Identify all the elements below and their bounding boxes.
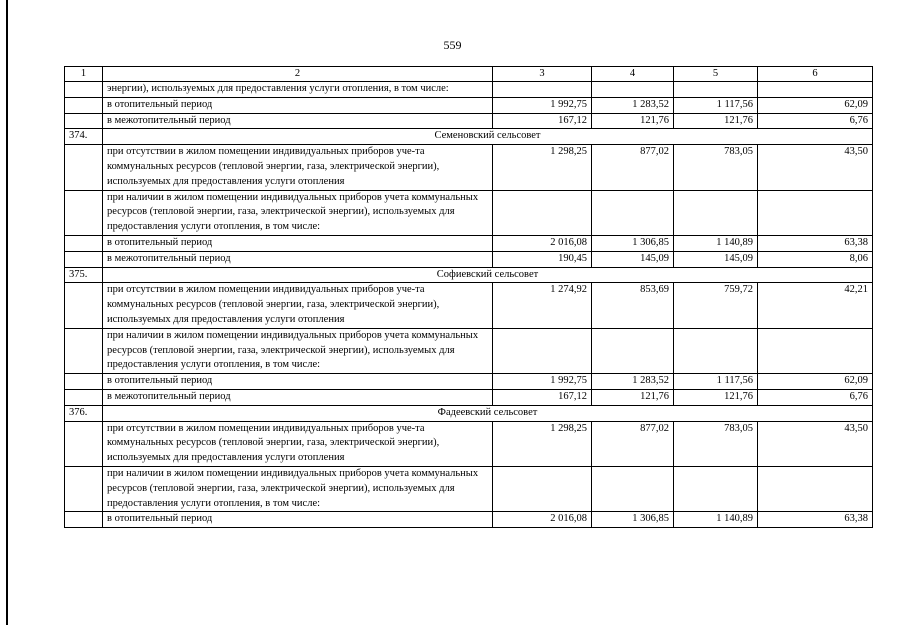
value-cell: 1 298,25 — [493, 145, 592, 190]
description-cell: в отопительный период — [103, 512, 493, 528]
value-cell — [758, 466, 873, 511]
table-row — [65, 374, 873, 390]
value-cell: 121,76 — [674, 389, 758, 405]
value-cell: 2 016,08 — [493, 512, 592, 528]
description-cell: в отопительный период — [103, 374, 493, 390]
value-cell: 1 140,89 — [674, 235, 758, 251]
value-cell: 759,72 — [674, 283, 758, 328]
value-cell — [592, 466, 674, 511]
table-row — [65, 251, 873, 267]
value-cell: 121,76 — [592, 389, 674, 405]
section-title: Фадеевский сельсовет — [103, 405, 873, 421]
value-cell — [493, 466, 592, 511]
description-cell: при отсутствии в жилом помещении индивидуальных приборов уче-та коммунальных ресурсов (тепловой энергии, газа, электрической энергии), используемых для предоставления услуги отопления — [103, 145, 493, 190]
description-cell: в отопительный период — [103, 235, 493, 251]
value-cell — [493, 190, 592, 235]
value-cell — [758, 190, 873, 235]
header-row — [65, 67, 873, 82]
value-cell — [674, 82, 758, 98]
value-cell: 6,76 — [758, 113, 873, 129]
index-cell — [65, 190, 103, 235]
description-cell: в межотопительный период — [103, 251, 493, 267]
description-cell: в отопительный период — [103, 97, 493, 113]
value-cell — [493, 328, 592, 373]
value-cell: 1 992,75 — [493, 97, 592, 113]
table-row — [65, 113, 873, 129]
value-cell: 43,50 — [758, 421, 873, 466]
table-row — [65, 512, 873, 528]
table-row — [65, 389, 873, 405]
table-body — [65, 67, 873, 528]
value-cell — [674, 328, 758, 373]
description-cell: энергии), используемых для предоставления услуги отопления, в том числе: — [103, 82, 493, 98]
value-cell: 167,12 — [493, 113, 592, 129]
index-cell — [65, 512, 103, 528]
index-cell — [65, 97, 103, 113]
description-cell: при отсутствии в жилом помещении индивидуальных приборов уче-та коммунальных ресурсов (тепловой энергии, газа, электрической энергии), используемых для предоставления услуги отопления — [103, 421, 493, 466]
value-cell — [592, 82, 674, 98]
table-row — [65, 97, 873, 113]
value-cell: 783,05 — [674, 145, 758, 190]
value-cell — [592, 328, 674, 373]
value-cell: 145,09 — [674, 251, 758, 267]
table-row — [65, 328, 873, 373]
value-cell: 1 306,85 — [592, 235, 674, 251]
value-cell: 877,02 — [592, 421, 674, 466]
value-cell: 145,09 — [592, 251, 674, 267]
value-cell: 6,76 — [758, 389, 873, 405]
value-cell: 1 117,56 — [674, 97, 758, 113]
description-cell: при наличии в жилом помещении индивидуальных приборов учета коммунальных ресурсов (тепловой энергии, газа, электрической энергии), используемых для предоставления услуги отопления, в том числе: — [103, 466, 493, 511]
description-cell: при отсутствии в жилом помещении индивидуальных приборов уче-та коммунальных ресурсов (тепловой энергии, газа, электрической энергии), используемых для предоставления услуги отопления — [103, 283, 493, 328]
value-cell: 2 016,08 — [493, 235, 592, 251]
value-cell: 1 298,25 — [493, 421, 592, 466]
value-cell — [493, 82, 592, 98]
section-title: Софиевский сельсовет — [103, 267, 873, 283]
value-cell: 8,06 — [758, 251, 873, 267]
section-row — [65, 267, 873, 283]
value-cell: 63,38 — [758, 512, 873, 528]
value-cell: 1 306,85 — [592, 512, 674, 528]
value-cell — [758, 328, 873, 373]
section-number: 374. — [65, 129, 103, 145]
section-row — [65, 405, 873, 421]
value-cell: 121,76 — [592, 113, 674, 129]
value-cell: 63,38 — [758, 235, 873, 251]
value-cell: 783,05 — [674, 421, 758, 466]
column-header: 3 — [493, 67, 592, 82]
table-row — [65, 82, 873, 98]
value-cell: 1 117,56 — [674, 374, 758, 390]
value-cell: 62,09 — [758, 374, 873, 390]
column-header: 2 — [103, 67, 493, 82]
value-cell: 43,50 — [758, 145, 873, 190]
index-cell — [65, 389, 103, 405]
index-cell — [65, 466, 103, 511]
value-cell: 1 274,92 — [493, 283, 592, 328]
index-cell — [65, 283, 103, 328]
section-row — [65, 129, 873, 145]
description-cell: при наличии в жилом помещении индивидуальных приборов учета коммунальных ресурсов (тепловой энергии, газа, электрической энергии), используемых для предоставления услуги отопления, в том числе: — [103, 328, 493, 373]
value-cell: 167,12 — [493, 389, 592, 405]
column-header: 6 — [758, 67, 873, 82]
section-title: Семеновский сельсовет — [103, 129, 873, 145]
section-number: 376. — [65, 405, 103, 421]
page-number: 559 — [443, 38, 462, 52]
value-cell: 877,02 — [592, 145, 674, 190]
index-cell — [65, 374, 103, 390]
tariff-table — [64, 66, 873, 528]
value-cell: 1 283,52 — [592, 374, 674, 390]
index-cell — [65, 113, 103, 129]
description-cell: при наличии в жилом помещении индивидуальных приборов учета коммунальных ресурсов (тепловой энергии, газа, электрической энергии), используемых для предоставления услуги отопления, в том числе: — [103, 190, 493, 235]
table-row — [65, 283, 873, 328]
table-row — [65, 466, 873, 511]
table-row — [65, 145, 873, 190]
index-cell — [65, 421, 103, 466]
index-cell — [65, 235, 103, 251]
description-cell: в межотопительный период — [103, 113, 493, 129]
index-cell — [65, 328, 103, 373]
value-cell: 853,69 — [592, 283, 674, 328]
value-cell: 121,76 — [674, 113, 758, 129]
value-cell — [758, 82, 873, 98]
index-cell — [65, 82, 103, 98]
value-cell: 1 140,89 — [674, 512, 758, 528]
index-cell — [65, 251, 103, 267]
column-header: 1 — [65, 67, 103, 82]
column-header: 5 — [674, 67, 758, 82]
left-margin-bar — [6, 0, 8, 625]
index-cell — [65, 145, 103, 190]
value-cell: 42,21 — [758, 283, 873, 328]
value-cell: 1 992,75 — [493, 374, 592, 390]
table-row — [65, 235, 873, 251]
value-cell: 62,09 — [758, 97, 873, 113]
description-cell: в межотопительный период — [103, 389, 493, 405]
table-row — [65, 190, 873, 235]
value-cell — [592, 190, 674, 235]
column-header: 4 — [592, 67, 674, 82]
value-cell — [674, 466, 758, 511]
value-cell — [674, 190, 758, 235]
value-cell: 190,45 — [493, 251, 592, 267]
section-number: 375. — [65, 267, 103, 283]
table-row — [65, 421, 873, 466]
value-cell: 1 283,52 — [592, 97, 674, 113]
